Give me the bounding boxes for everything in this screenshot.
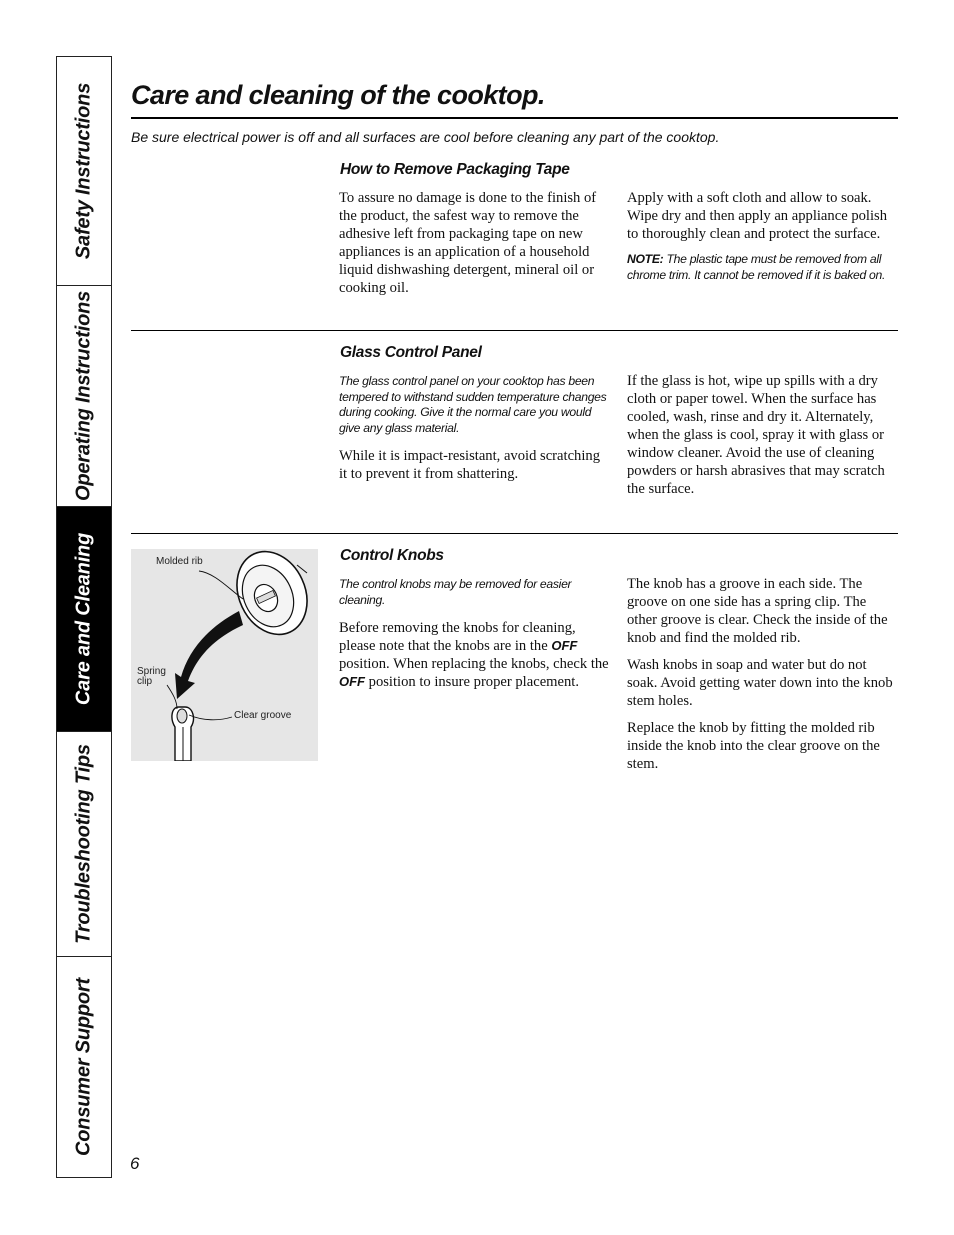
tab-consumer-support[interactable] [57,957,111,1177]
page-title: Care and cleaning of the cooktop. [131,80,545,110]
note [627,252,899,283]
callout-spring-clip-line1: Spring [137,666,166,677]
arrow-icon [175,611,243,699]
tab-label: Consumer Support [72,978,95,1156]
section-heading-packaging-tape: How to Remove Packaging Tape [340,161,570,178]
control-knobs-left-column [339,577,611,700]
section-divider [131,330,898,331]
glass-panel-left-column [339,374,611,492]
section-heading-glass-panel: Glass Control Panel [340,344,482,361]
tab-troubleshooting-tips[interactable] [57,732,111,957]
tab-label: Care and Cleaning [72,532,95,706]
section-heading-control-knobs: Control Knobs [340,547,444,564]
paragraph: While it is impact-resistant, avoid scratching it to prevent it from shattering. [339,448,600,482]
tab-label: Troubleshooting Tips [72,744,95,944]
tab-label: Safety Instructions [72,82,95,260]
paragraph: The knob has a groove in each side. The groove on one side has a spring clip. The other groove is clear. Check the inside of the knob and find the molded rib. [627,576,888,646]
paragraph: To assure no damage is done to the finish of the product, the safest way to remove the adhesive left from packaging tape on new appliances is an application of a household liquid dishwashing detergent, mineral oil or cooking oil. [339,190,597,296]
text-part: Before removing the knobs for cleaning, please note that the knobs are in the [339,620,576,654]
paragraph: Wash knobs in soap and water but do not soak. Avoid getting water down into the knob stem holes. [627,657,893,709]
tab-care-and-cleaning[interactable] [57,507,111,732]
tab-safety-instructions[interactable] [57,57,111,286]
packaging-tape-left-column [339,189,611,306]
title-divider [131,117,898,119]
knob-drawing [131,549,318,761]
paragraph: Apply with a soft cloth and allow to soak. Wipe dry and then apply an appliance polish to thoroughly clean and protect the surface. [627,190,887,242]
section-divider [131,533,898,534]
knob-shape [224,549,318,646]
intro-text: The control knobs may be removed for easier cleaning. [339,577,572,607]
paragraph [339,619,611,691]
packaging-tape-right-column [627,189,899,292]
off-label: OFF [551,638,578,653]
callout-spring-clip [137,667,166,687]
note-label: NOTE: [627,252,664,266]
callout-molded-rib: Molded rib [156,556,203,567]
text-part: position. When replacing the knobs, check the [339,656,609,672]
intro-text: The glass control panel on your cooktop has been tempered to withstand sudden temperature changes during cooking. Give it the normal care you would give any glass material. [339,374,607,435]
callout-spring-clip-line2: clip [137,676,153,687]
page-subtitle: Be sure electrical power is off and all surfaces are cool before cleaning any part of the cooktop. [131,129,720,145]
page-number: 6 [130,1154,140,1173]
text-part: position to insure proper placement. [368,674,579,690]
tab-operating-instructions[interactable] [57,286,111,507]
paragraph: If the glass is hot, wipe up spills with a dry cloth or paper towel. When the surface has cooled, wash, rinse and dry it. Alternately, when the glass is cool, spray it with glass or window cleaner. Avoid the use of cleaning powders or harsh abrasives that may scratch the surface. [627,373,885,497]
note-text: The plastic tape must be removed from all chrome trim. It cannot be removed if it is baked on. [627,252,886,282]
paragraph: Replace the knob by fitting the molded rib inside the knob into the clear groove on the stem. [627,720,880,772]
off-label: OFF [339,674,365,689]
knob-illustration [131,549,318,761]
callout-clear-groove: Clear groove [234,710,292,721]
glass-panel-right-column [627,372,899,507]
control-knobs-right-column [627,575,899,782]
tab-label: Operating Instructions [72,290,95,502]
side-tabs [56,56,112,1178]
